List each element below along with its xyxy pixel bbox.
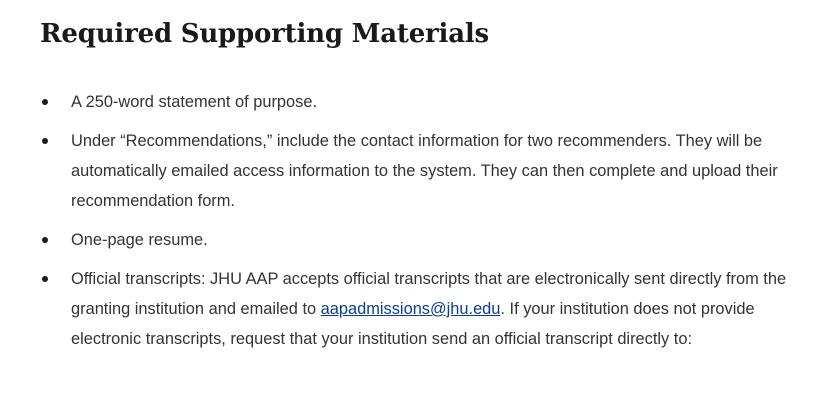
list-item-recommendations: [40, 126, 820, 216]
bullet-icon: [42, 237, 48, 243]
bullet-icon: [42, 99, 48, 105]
supporting-materials-section: [40, 0, 820, 348]
list-item-text: A 250-word statement of purpose.: [71, 93, 318, 111]
admissions-email-link[interactable]: aapadmissions@jhu.edu: [320, 300, 501, 318]
list-item-text: One-page resume.: [71, 231, 208, 249]
list-item-text-after-link: . If your institution does not provide electronic transcripts, request that your institution send an official transcript directly to:: [71, 300, 755, 348]
list-item-resume: [40, 225, 820, 255]
list-item-text: Under “Recommendations,” include the contact information for two recommenders. They will be automatically emailed access information to the system. They can then complete and upload their recommendation form.: [71, 132, 778, 210]
list-item-transcripts: [40, 264, 820, 354]
section-heading: Required Supporting Materials: [40, 19, 489, 49]
list-item-statement-of-purpose: [40, 87, 820, 117]
bullet-icon: [42, 276, 48, 282]
materials-list: [40, 87, 820, 363]
list-item-text-before-link: Official transcripts: JHU AAP accepts official transcripts that are electronically sent directly from the granting institution and emailed to: [71, 270, 787, 318]
bullet-icon: [42, 138, 48, 144]
